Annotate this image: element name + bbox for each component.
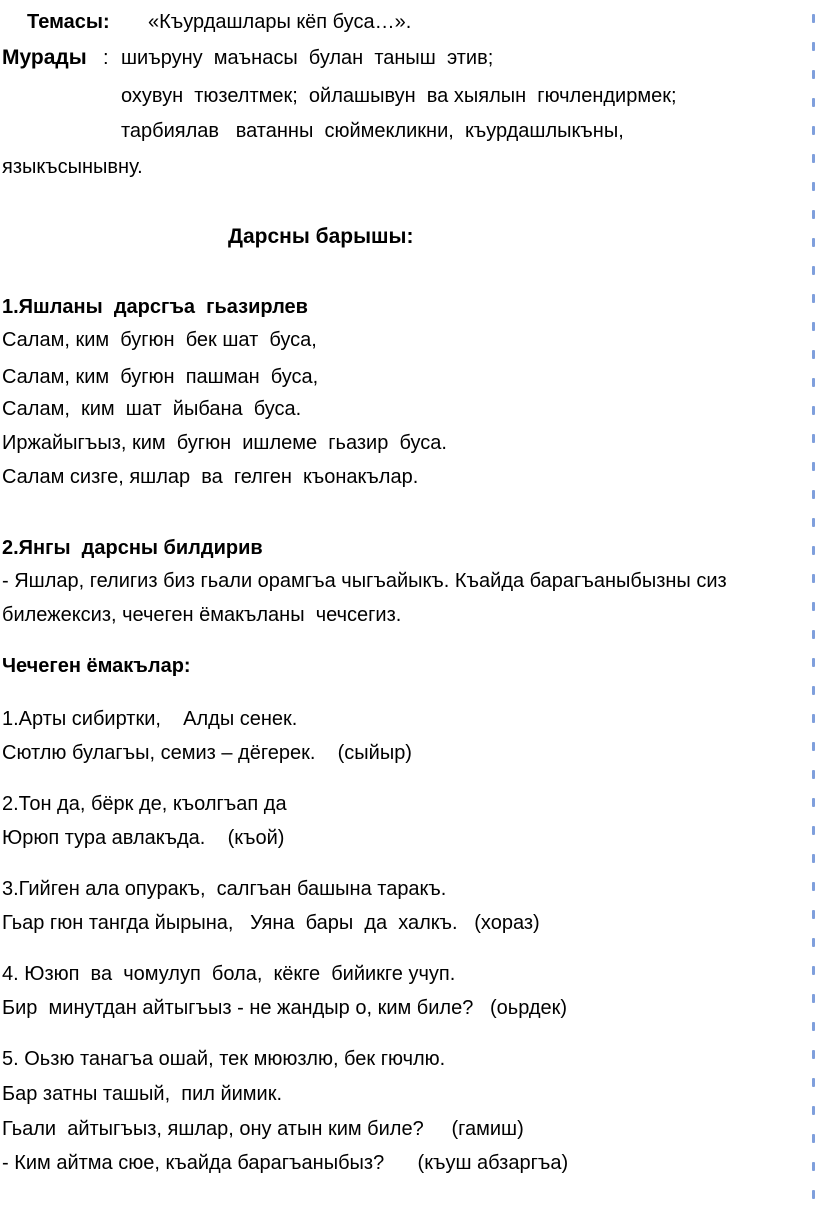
theme-label: Темасы: [27, 11, 110, 33]
margin-mark [812, 350, 815, 359]
goals-label: Мурады [2, 46, 87, 69]
riddle-line: 4. Юзюп ва чомулуп бола, кёкге бийикге учуп. [2, 963, 456, 985]
greeting-line: Салам, ким бугюн бек шат буса, [2, 329, 317, 351]
margin-mark [812, 574, 815, 583]
riddles-title: Чечеген ёмакълар: [2, 655, 191, 677]
margin-mark [812, 1078, 815, 1087]
margin-mark [812, 70, 815, 79]
section-2-text: - Яшлар, гелигиз биз гьали орамгъа чыгъайыкъ. Къайда барагъаныбызны сиз [2, 570, 727, 592]
margin-mark [812, 1106, 815, 1115]
greeting-line: Салам, ким бугюн пашман буса, [2, 366, 319, 388]
margin-mark [812, 210, 815, 219]
riddle-line: 2.Тон да, бёрк де, къолгъап да [2, 793, 287, 815]
margin-mark [812, 294, 815, 303]
greeting-line: Салам сизге, яшлар ва гелген къонакълар. [2, 466, 419, 488]
goals-colon: : [103, 47, 109, 69]
riddle-line: 5. Оьзю танагъа ошай, тек мююзлю, бек гючлю. [2, 1048, 446, 1070]
riddle-line: Гьар гюн тангда йырына, Уяна бары да халкъ. (хораз) [2, 912, 540, 934]
goal-3-continued: языкъсынывну. [2, 156, 143, 178]
goal-1: шиъруну маънасы булан таныш этив; [121, 47, 494, 69]
margin-mark [812, 98, 815, 107]
margin-mark [812, 1190, 815, 1199]
lesson-title: Дарсны барышы: [228, 225, 414, 248]
margin-mark [812, 378, 815, 387]
riddle-line: Сютлю булагъы, семиз – дёгерек. (сыйыр) [2, 742, 412, 764]
margin-mark [812, 770, 815, 779]
margin-mark [812, 658, 815, 667]
margin-mark [812, 406, 815, 415]
margin-mark [812, 826, 815, 835]
margin-mark [812, 798, 815, 807]
margin-mark [812, 42, 815, 51]
margin-mark [812, 1134, 815, 1143]
margin-mark [812, 322, 815, 331]
margin-mark [812, 938, 815, 947]
margin-mark [812, 518, 815, 527]
margin-mark [812, 966, 815, 975]
margin-mark [812, 854, 815, 863]
margin-mark [812, 266, 815, 275]
margin-mark [812, 434, 815, 443]
margin-mark [812, 630, 815, 639]
margin-mark [812, 462, 815, 471]
section-2-text: билежексиз, чечеген ёмакъланы чечсегиз. [2, 604, 402, 626]
riddle-line: Юрюп тура авлакъда. (къой) [2, 827, 285, 849]
greeting-line: Иржайыгъыз, ким бугюн ишлеме гьазир буса. [2, 432, 447, 454]
section-1-title: 1.Яшланы дарсгъа гьазирлев [2, 296, 308, 318]
margin-mark [812, 1162, 815, 1171]
margin-mark [812, 182, 815, 191]
greeting-line: Салам, ким шат йыбана буса. [2, 398, 302, 420]
margin-mark [812, 546, 815, 555]
goal-3: тарбиялав ватанны сюймекликни, къурдашлыкъны, [121, 120, 624, 142]
goal-2: охувун тюзелтмек; ойлашывун ва хыялын гючлендирмек; [121, 85, 677, 107]
margin-mark [812, 910, 815, 919]
margin-mark [812, 1022, 815, 1031]
riddle-line: - Ким айтма сюе, къайда барагъаныбыз? (къуш абзаргъа) [2, 1152, 569, 1174]
riddle-line: 3.Гийген ала опуракъ, салгъан башына таракъ. [2, 878, 447, 900]
margin-mark [812, 238, 815, 247]
riddle-line: Гьали айтыгъыз, яшлар, ону атын ким биле? (гамиш) [2, 1118, 524, 1140]
theme-value: «Къурдашлары кёп буса…». [148, 11, 412, 33]
riddle-line: Бар затны ташый, пил йимик. [2, 1083, 283, 1105]
margin-mark [812, 714, 815, 723]
section-2-title: 2.Янгы дарсны билдирив [2, 537, 263, 559]
riddle-line: Бир минутдан айтыгъыз - не жандыр о, ким биле? (оьрдек) [2, 997, 568, 1019]
margin-marks [804, 0, 816, 1219]
margin-mark [812, 1050, 815, 1059]
margin-mark [812, 686, 815, 695]
margin-mark [812, 742, 815, 751]
riddle-line: 1.Арты сибиртки, Алды сенек. [2, 708, 298, 730]
margin-mark [812, 602, 815, 611]
margin-mark [812, 490, 815, 499]
margin-mark [812, 126, 815, 135]
margin-mark [812, 882, 815, 891]
margin-mark [812, 14, 815, 23]
margin-mark [812, 154, 815, 163]
margin-mark [812, 994, 815, 1003]
